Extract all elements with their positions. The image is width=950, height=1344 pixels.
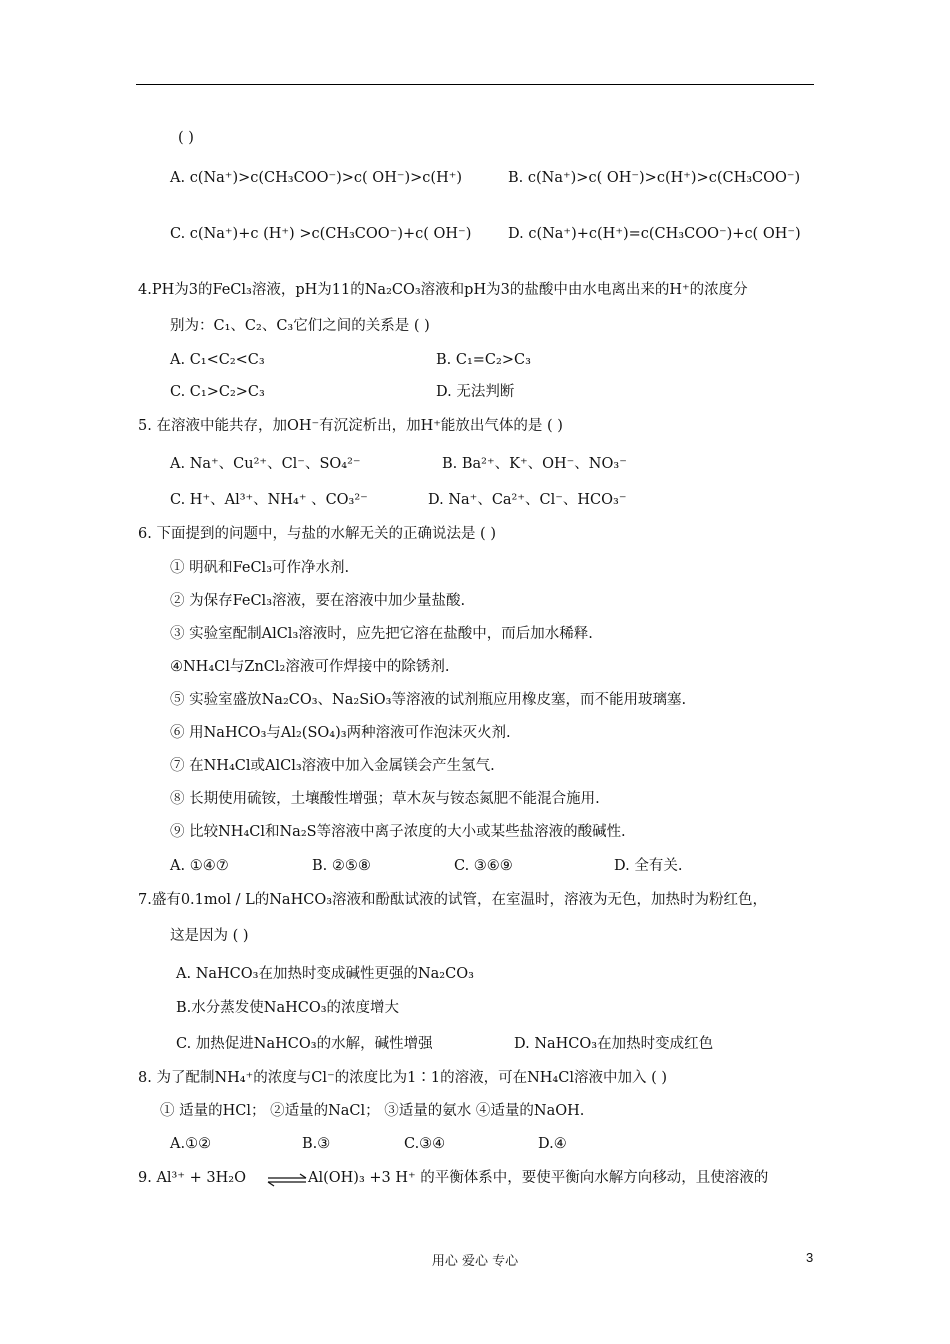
- q3-option-c: C. c(Na⁺)+c (H⁺) >c(CH₃COO⁻)+c( OH⁻): [170, 226, 472, 242]
- q6-item: ⑨ 比较NH₄Cl和Na₂S等溶液中离子浓度的大小或某些盐溶液的酸碱性.: [170, 824, 626, 840]
- q5-option-b: B. Ba²⁺、K⁺、OH⁻、NO₃⁻: [442, 456, 627, 472]
- q7-stem-line1: 7.盛有0.1mol / L的NaHCO₃溶液和酚酞试液的试管，在室温时，溶液为无色，加热时为粉红色，: [138, 892, 768, 908]
- q5-option-a: A. Na⁺、Cu²⁺、Cl⁻、SO₄²⁻: [170, 456, 361, 472]
- q6-item: ⑥ 用NaHCO₃与Al₂(SO₄)₃两种溶液可作泡沫灭火剂.: [170, 725, 511, 741]
- q4-option-a: A. C₁<C₂<C₃: [170, 352, 265, 368]
- q5-option-c: C. H⁺、Al³⁺、NH₄⁺ 、CO₃²⁻: [170, 492, 368, 508]
- q8-option-c: C.③④: [404, 1136, 446, 1152]
- q4-option-c: C. C₁>C₂>C₃: [170, 384, 265, 400]
- q6-item: ⑦ 在NH₄Cl或AlCl₃溶液中加入金属镁会产生氢气.: [170, 758, 495, 774]
- equilibrium-arrow-icon: [266, 1172, 308, 1188]
- q4-stem-line1: 4.PH为3的FeCl₃溶液，pH为11的Na₂CO₃溶液和pH为3的盐酸中由水电离出来的H⁺的浓度分: [138, 282, 748, 298]
- page-number: 3: [806, 1250, 814, 1265]
- page-footer: 用心 爱心 专心: [431, 1254, 519, 1269]
- q7-option-b: B.水分蒸发使NaHCO₃的浓度增大: [176, 1000, 400, 1016]
- header-rule: [136, 84, 814, 85]
- q6-item: ⑤ 实验室盛放Na₂CO₃、Na₂SiO₃等溶液的试剂瓶应用橡皮塞，而不能用玻璃塞.: [170, 692, 687, 708]
- q6-option-a: A. ①④⑦: [170, 858, 229, 874]
- q7-option-c: C. 加热促进NaHCO₃的水解，碱性增强: [176, 1036, 433, 1052]
- q6-option-d: D. 全有关.: [614, 858, 683, 874]
- q9-stem-right: Al(OH)₃ +3 H⁺ 的平衡体系中，要使平衡向水解方向移动，且使溶液的: [308, 1170, 769, 1186]
- q4-option-d: D. 无法判断: [436, 384, 515, 400]
- q6-stem: 6. 下面提到的问题中，与盐的水解无关的正确说法是 ( ): [138, 526, 496, 542]
- q4-stem-line2: 别为：C₁、C₂、C₃它们之间的关系是 ( ): [170, 318, 430, 334]
- q7-option-a: A. NaHCO₃在加热时变成碱性更强的Na₂CO₃: [176, 966, 474, 982]
- q3-paren: ( ): [178, 130, 194, 146]
- q5-stem: 5. 在溶液中能共存，加OH⁻有沉淀析出，加H⁺能放出气体的是 ( ): [138, 418, 563, 434]
- q6-item: ③ 实验室配制AlCl₃溶液时，应先把它溶在盐酸中，而后加水稀释.: [170, 626, 593, 642]
- q6-option-b: B. ②⑤⑧: [312, 858, 371, 874]
- q6-item: ② 为保存FeCl₃溶液，要在溶液中加少量盐酸.: [170, 593, 466, 609]
- q6-item: ④NH₄Cl与ZnCl₂溶液可作焊接中的除锈剂.: [170, 659, 450, 675]
- q8-option-d: D.④: [538, 1136, 567, 1152]
- q8-stem: 8. 为了配制NH₄⁺的浓度与Cl⁻的浓度比为1∶1的溶液，可在NH₄Cl溶液中加入 ( ): [138, 1070, 667, 1086]
- q8-option-b: B.③: [302, 1136, 331, 1152]
- q6-option-c: C. ③⑥⑨: [454, 858, 513, 874]
- q3-option-b: B. c(Na⁺)>c( OH⁻)>c(H⁺)>c(CH₃COO⁻): [508, 170, 801, 186]
- q8-items: ① 适量的HCl； ②适量的NaCl； ③适量的氨水 ④适量的NaOH.: [160, 1103, 585, 1119]
- q3-option-d: D. c(Na⁺)+c(H⁺)=c(CH₃COO⁻)+c( OH⁻): [508, 226, 801, 242]
- q6-item: ① 明矾和FeCl₃可作净水剂.: [170, 560, 350, 576]
- q3-option-a: A. c(Na⁺)>c(CH₃COO⁻)>c( OH⁻)>c(H⁺): [170, 170, 463, 186]
- q5-option-d: D. Na⁺、Ca²⁺、Cl⁻、HCO₃⁻: [428, 492, 627, 508]
- q7-stem-line2: 这是因为 ( ): [170, 928, 249, 944]
- q4-option-b: B. C₁=C₂>C₃: [436, 352, 531, 368]
- q8-option-a: A.①②: [170, 1136, 212, 1152]
- q7-option-d: D. NaHCO₃在加热时变成红色: [514, 1036, 714, 1052]
- q6-item: ⑧ 长期使用硫铵，土壤酸性增强；草木灰与铵态氮肥不能混合施用.: [170, 791, 600, 807]
- q9-stem-left: 9. Al³⁺ + 3H₂O: [138, 1170, 246, 1186]
